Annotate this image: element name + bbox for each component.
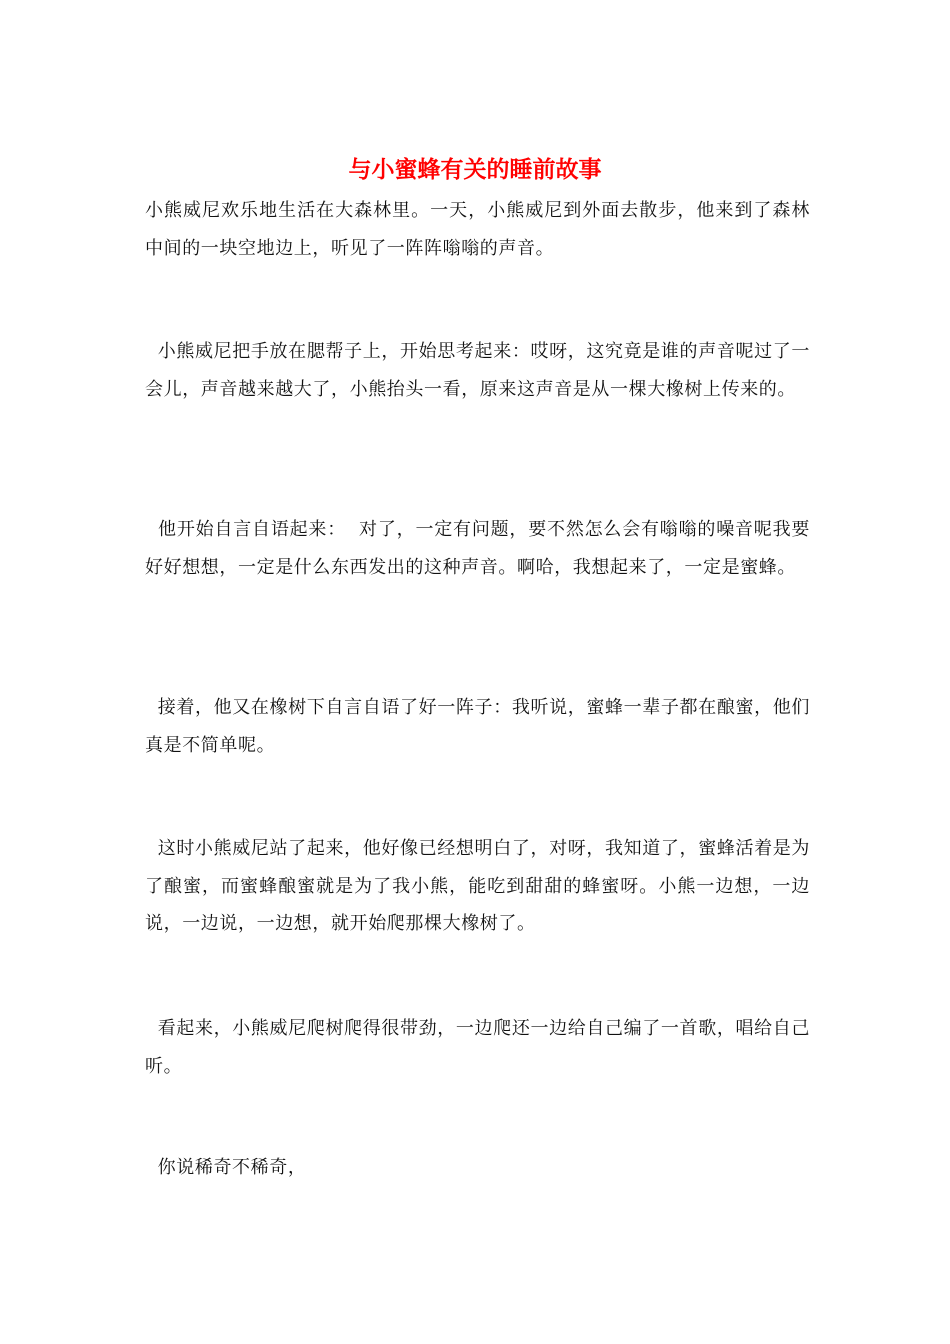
story-paragraph-6: 看起来，小熊威尼爬树爬得很带劲，一边爬还一边给自己编了一首歌，唱给自己听。 [145, 1018, 810, 1077]
story-paragraph-7: 你说稀奇不稀奇， [145, 1157, 307, 1178]
document-title: 与小蜜蜂有关的睡前故事 [348, 156, 602, 183]
story-paragraph-4: 接着，他又在橡树下自言自语了好一阵子：我听说，蜜蜂一辈子都在酿蜜，他们真是不简单呢。 [145, 697, 810, 756]
story-paragraph-3: 他开始自言自语起来： 对了，一定有问题，要不然怎么会有嗡嗡的噪音呢我要好好想想，一定是什么东西发出的这种声音。啊哈，我想起来了，一定是蜜蜂。 [145, 519, 810, 578]
story-paragraph-5: 这时小熊威尼站了起来，他好像已经想明白了，对呀，我知道了，蜜蜂活着是为了酿蜜，而蜜蜂酿蜜就是为了我小熊，能吃到甜甜的蜂蜜呀。小熊一边想，一边说，一边说，一边想，就开始爬那棵大橡树了。 [145, 838, 810, 934]
story-paragraph-2: 小熊威尼把手放在腮帮子上，开始思考起来：哎呀，这究竟是谁的声音呢过了一会儿，声音越来越大了，小熊抬头一看，原来这声音是从一棵大橡树上传来的。 [145, 341, 810, 400]
story-paragraph-1: 小熊威尼欢乐地生活在大森林里。一天，小熊威尼到外面去散步，他来到了森林中间的一块空地边上，听见了一阵阵嗡嗡的声音。 [145, 200, 810, 259]
